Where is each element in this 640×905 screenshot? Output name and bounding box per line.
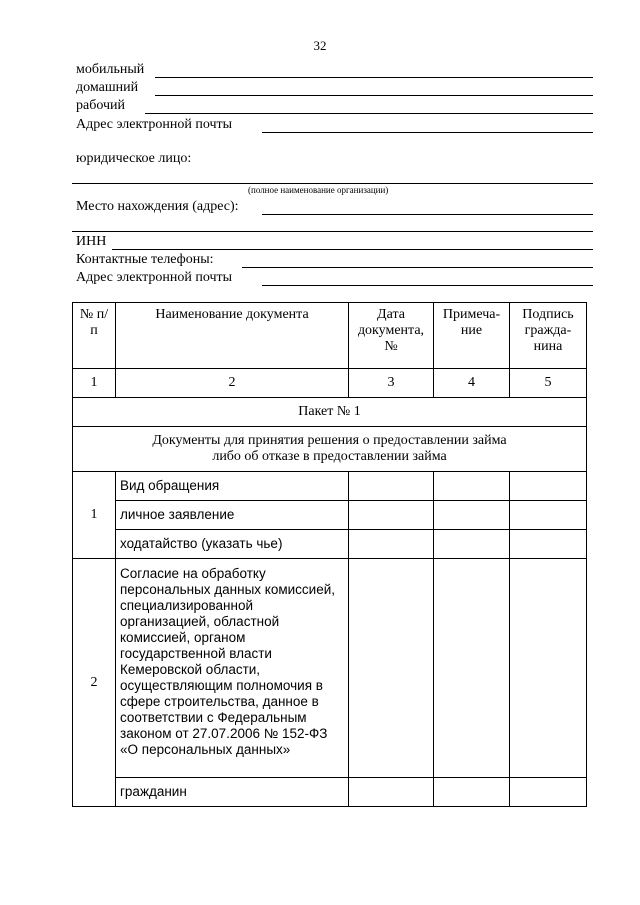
page-number: 32 bbox=[313, 38, 327, 53]
contact-phones-line bbox=[242, 267, 593, 268]
document-date-cell[interactable] bbox=[349, 530, 434, 559]
organization-name-line bbox=[72, 183, 593, 184]
section-row bbox=[73, 427, 587, 472]
row-number: 2 bbox=[73, 559, 116, 807]
table-row bbox=[73, 778, 587, 807]
table-row bbox=[73, 559, 587, 778]
document-date-cell[interactable] bbox=[349, 559, 434, 778]
email-label: Адрес электронной почты bbox=[76, 117, 233, 132]
mobile-label: мобильный bbox=[76, 62, 145, 77]
column-number: 1 bbox=[73, 369, 116, 398]
table-row bbox=[73, 501, 587, 530]
table-row bbox=[73, 530, 587, 559]
document-date-cell[interactable] bbox=[349, 778, 434, 807]
signature-cell[interactable] bbox=[510, 778, 587, 807]
signature-cell[interactable] bbox=[510, 530, 587, 559]
note-cell[interactable] bbox=[434, 530, 510, 559]
note-cell[interactable] bbox=[434, 501, 510, 530]
package-title: Пакет № 1 bbox=[73, 398, 587, 427]
section-title-line-1: Документы для принятия решения о предоставлении займа bbox=[152, 433, 507, 448]
legal-email-line bbox=[262, 285, 593, 286]
column-number: 5 bbox=[510, 369, 587, 398]
column-number: 4 bbox=[434, 369, 510, 398]
header-signature: Подпись гражда-нина bbox=[510, 303, 587, 369]
contact-phones-label: Контактные телефоны: bbox=[76, 252, 214, 267]
documents-table bbox=[72, 302, 587, 807]
header-number: № п/п bbox=[73, 303, 116, 369]
address-label: Место нахождения (адрес): bbox=[76, 199, 239, 214]
section-title-line-2: либо об отказе в предоставлении займа bbox=[212, 449, 447, 464]
column-number: 2 bbox=[116, 369, 349, 398]
signature-cell[interactable] bbox=[510, 559, 587, 778]
home-line bbox=[155, 95, 593, 96]
note-cell[interactable] bbox=[434, 559, 510, 778]
row-number: 1 bbox=[73, 472, 116, 559]
table-header-row bbox=[73, 303, 587, 369]
column-numbers-row bbox=[73, 369, 587, 398]
mobile-line bbox=[155, 77, 593, 78]
document-name: Вид обращения bbox=[116, 472, 349, 501]
document-date-cell[interactable] bbox=[349, 501, 434, 530]
address-line-2 bbox=[72, 231, 593, 232]
email-line bbox=[262, 132, 593, 133]
document-name: ходатайство (указать чье) bbox=[116, 530, 349, 559]
document-name: гражданин bbox=[116, 778, 349, 807]
work-label: рабочий bbox=[76, 98, 125, 113]
work-line bbox=[145, 113, 593, 114]
legal-entity-label: юридическое лицо: bbox=[76, 151, 192, 166]
note-cell[interactable] bbox=[434, 778, 510, 807]
header-note: Примеча-ние bbox=[434, 303, 510, 369]
organization-name-caption: (полное наименование организации) bbox=[248, 185, 389, 195]
table-row bbox=[73, 472, 587, 501]
document-date-cell[interactable] bbox=[349, 472, 434, 501]
inn-label: ИНН bbox=[76, 234, 107, 249]
header-document-name: Наименование документа bbox=[116, 303, 349, 369]
signature-cell[interactable] bbox=[510, 472, 587, 501]
header-document-date: Дата документа, № bbox=[349, 303, 434, 369]
section-title bbox=[73, 427, 587, 472]
column-number: 3 bbox=[349, 369, 434, 398]
home-label: домашний bbox=[76, 80, 139, 95]
document-name: личное заявление bbox=[116, 501, 349, 530]
inn-line bbox=[112, 249, 593, 250]
signature-cell[interactable] bbox=[510, 501, 587, 530]
address-line bbox=[262, 214, 593, 215]
document-name: Согласие на обработку персональных данных комиссией, специализированной организацией, областной комиссией, органом государственной власти Кемеровской области, осуществляющим полномочия в сфере строительства, данное в соответствии с Федеральным законом от 27.07.2006 № 152-ФЗ «О персональных данных» bbox=[116, 559, 349, 778]
note-cell[interactable] bbox=[434, 472, 510, 501]
package-row bbox=[73, 398, 587, 427]
legal-email-label: Адрес электронной почты bbox=[76, 270, 233, 285]
